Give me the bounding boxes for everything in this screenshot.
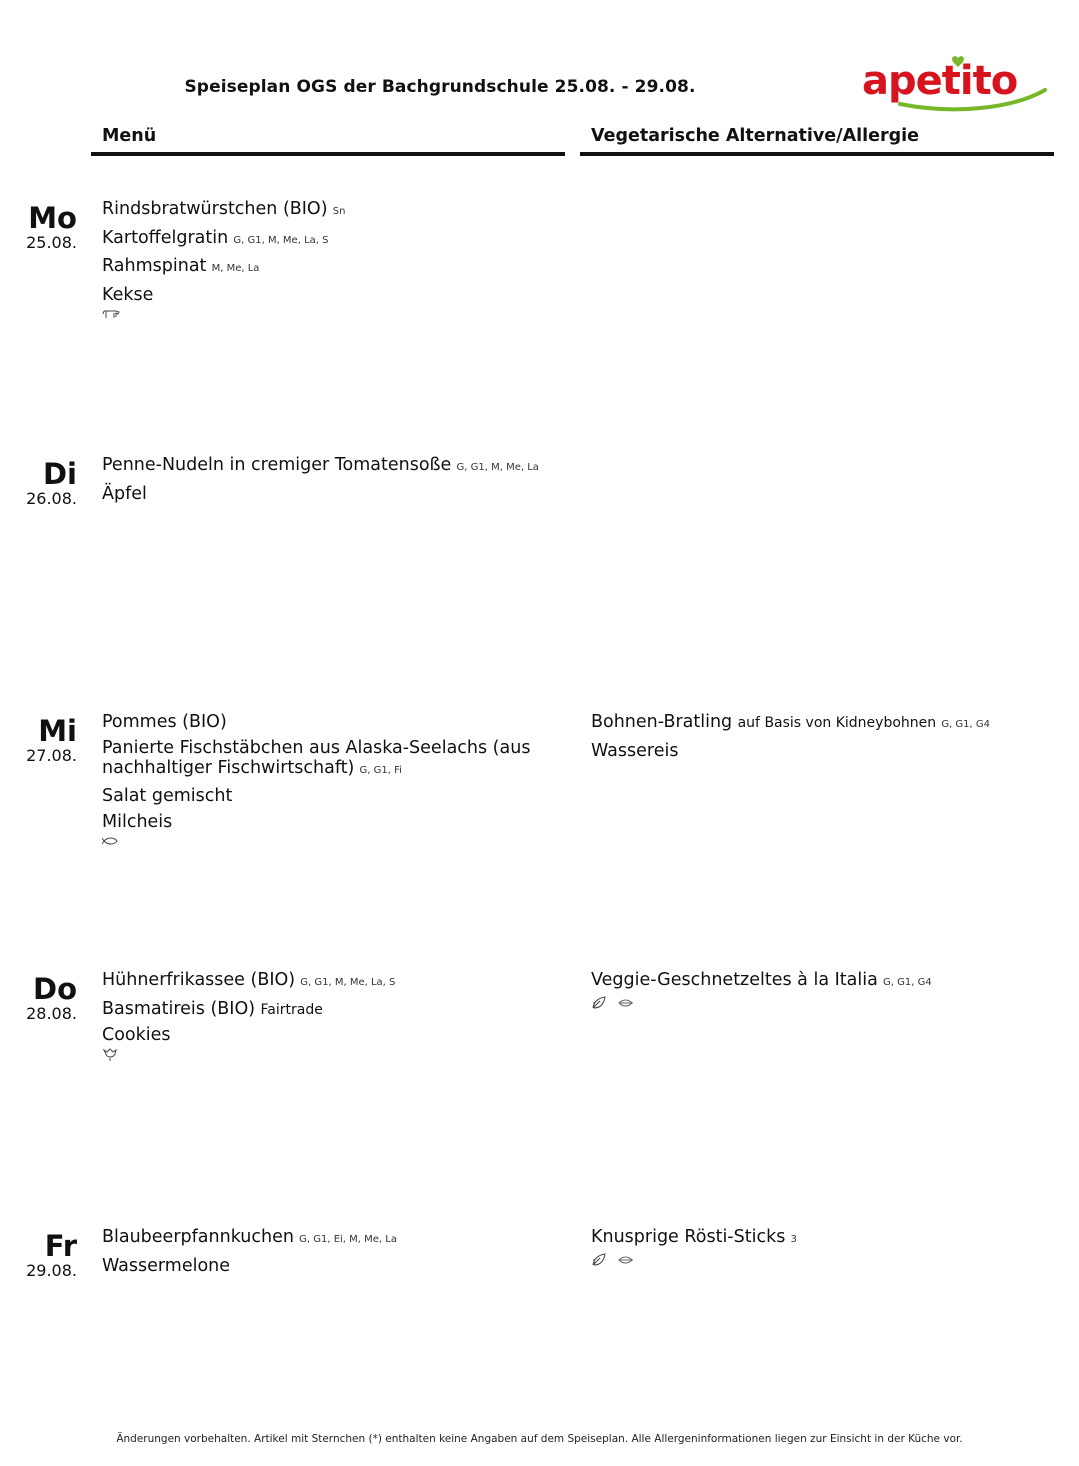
fish-icon [102,836,120,846]
allergen-codes: 3 [787,1234,797,1245]
day-tuesday [20,458,77,509]
dish-name: Basmatireis (BIO) [102,998,256,1019]
day-thursday [20,973,77,1024]
menu-cell-friday [102,1227,557,1281]
dish-name: Penne-Nudeln in cremiger Tomatensoße [102,455,452,475]
day-date: 29.08. [26,1261,77,1280]
dish-icons [591,996,1046,1010]
menu-column-header: Menü [102,126,157,146]
alt-cell-thursday [591,970,1046,1010]
dish-name: Cookies [102,1025,171,1045]
dish-name: Milcheis [102,811,173,832]
dish-icons [102,307,557,321]
menu-item [102,712,557,732]
menu-item [102,455,557,478]
cow-icon [102,308,120,320]
apetito-logo [860,54,1052,116]
allergen-codes: G, G1, Ei, M, Me, La [295,1234,397,1245]
allergen-codes: G, G1, G4 [879,977,932,988]
alt-item [591,712,1046,735]
vegan-leaf-icon [591,1253,607,1267]
dish-name: Äpfel [102,483,147,504]
dish-icons [102,834,557,848]
day-name: Mi [38,714,77,748]
chicken-icon [102,1048,118,1062]
dish-icons [102,1048,557,1062]
allergen-codes: G, G1, M, Me, La, S [230,234,329,246]
dish-name: Veggie-Geschnetzeltes à la Italia [591,970,878,990]
allergen-codes: G, G1, M, Me, La [453,462,539,473]
dish-name: Blaubeerpfannkuchen [102,1227,294,1247]
day-name: Mo [28,201,77,235]
alternative-column-header: Vegetarische Alternative/Allergie [591,126,920,146]
menu-item [102,484,557,504]
menu-item [102,812,557,832]
dish-name: Bohnen-Bratling [591,712,733,732]
alt-item [591,970,1046,993]
footer-note: Änderungen vorbehalten. Artikel mit Sternchen (*) enthalten keine Angaben auf dem Speiseplan. Alle Allergeninformationen liegen zur Einsicht in der Küche vor. [116,1433,963,1445]
allergen-codes: Sn [329,206,346,217]
day-date: 28.08. [26,1004,77,1023]
allergen-codes: G, G1, G4 [938,719,991,730]
menu-item [102,285,557,305]
dish-name: Rahmspinat [102,256,207,276]
day-wednesday [20,715,77,766]
alt-item [591,741,1046,761]
menu-item [102,738,557,781]
vegetarian-icon [617,998,635,1008]
dish-note: auf Basis von Kidneybohnen [733,715,937,731]
dish-name: Rindsbratwürstchen (BIO) [102,199,328,219]
menu-item [102,1025,557,1045]
day-name: Fr [44,1229,77,1263]
day-date: 26.08. [26,489,77,508]
alternative-column-rule [580,152,1054,156]
dish-icons [591,1253,1046,1267]
menu-item [102,256,557,279]
dish-name: Kartoffelgratin [102,227,229,248]
allergen-codes: G, G1, M, Me, La, S [297,977,396,988]
dish-name: Salat gemischt [102,786,233,806]
day-friday [20,1230,77,1281]
menu-item [102,786,557,806]
menu-item [102,228,557,251]
allergen-codes: M, Me, La [208,263,260,274]
vegan-leaf-icon [591,996,607,1010]
dish-name: Knusprige Rösti-Sticks [591,1227,786,1247]
menu-item [102,970,557,993]
day-date: 25.08. [26,233,77,252]
day-date: 27.08. [26,746,77,765]
dish-name: Pommes (BIO) [102,712,227,732]
dish-note: Fairtrade [256,1001,323,1018]
dish-name: Hühnerfrikassee (BIO) [102,970,296,990]
day-monday [20,202,77,253]
dish-name: Wassermelone [102,1255,231,1276]
menu-cell-wednesday [102,712,557,848]
alt-cell-wednesday [591,712,1046,766]
alt-cell-friday [591,1227,1046,1267]
dish-name: Kekse [102,284,154,305]
menu-item [102,1227,557,1250]
menu-column-rule [91,152,565,156]
page-title: Speiseplan OGS der Bachgrundschule 25.08. - 29.08. [184,77,696,97]
menu-cell-monday [102,199,557,321]
menu-item [102,1256,557,1276]
menu-item [102,999,557,1020]
menu-cell-thursday [102,970,557,1062]
svg-text:apetito: apetito [862,58,1018,104]
allergen-codes: G, G1, Fi [356,764,402,776]
day-name: Di [42,457,77,491]
dish-name: Panierte Fischstäbchen aus Alaska-Seelachs (aus nachhaltiger Fischwirtschaft) [102,737,531,778]
menu-item [102,199,557,222]
menu-cell-tuesday [102,455,557,509]
vegetarian-icon [617,1255,635,1265]
alt-item [591,1227,1046,1250]
day-name: Do [33,972,77,1006]
dish-name: Wassereis [591,740,679,761]
